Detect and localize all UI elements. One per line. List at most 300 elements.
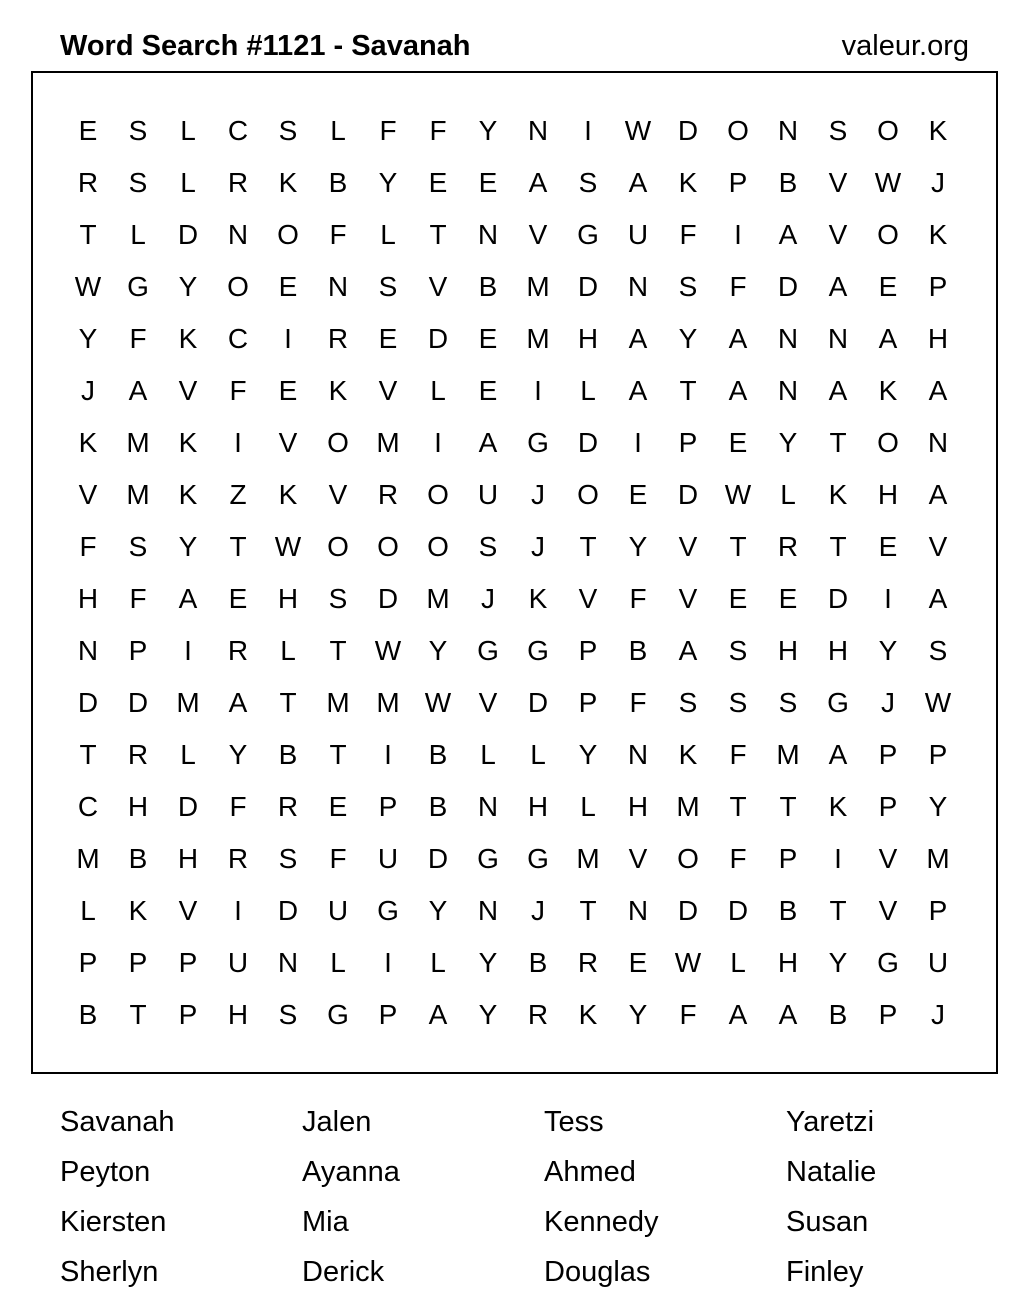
grid-cell[interactable]: R	[227, 167, 249, 198]
grid-cell[interactable]: L	[730, 947, 746, 978]
grid-cell[interactable]: T	[829, 531, 847, 562]
grid-cell[interactable]: S	[828, 115, 848, 146]
grid-cell[interactable]: H	[827, 635, 849, 666]
grid-cell[interactable]: N	[627, 895, 649, 926]
grid-cell[interactable]: D	[177, 219, 199, 250]
grid-cell[interactable]: S	[678, 687, 698, 718]
grid-cell[interactable]: A	[828, 271, 848, 302]
grid-cell[interactable]: A	[778, 219, 798, 250]
grid-cell[interactable]: S	[778, 687, 798, 718]
grid-cell[interactable]: O	[877, 427, 899, 458]
grid-cell[interactable]: K	[928, 219, 948, 250]
grid-cell[interactable]: K	[678, 167, 698, 198]
grid-cell[interactable]: B	[128, 843, 148, 874]
grid-cell[interactable]: U	[227, 947, 249, 978]
grid-cell[interactable]: F	[629, 687, 647, 718]
grid-cell[interactable]: A	[628, 167, 648, 198]
grid-cell[interactable]: Y	[778, 427, 798, 458]
grid-cell[interactable]: A	[878, 323, 898, 354]
grid-cell[interactable]: R	[577, 947, 599, 978]
grid-cell[interactable]: G	[477, 635, 499, 666]
grid-cell[interactable]: V	[378, 375, 398, 406]
grid-cell[interactable]: T	[329, 635, 347, 666]
grid-cell[interactable]: M	[576, 843, 600, 874]
grid-cell[interactable]: K	[528, 583, 548, 614]
grid-cell[interactable]: D	[427, 323, 449, 354]
grid-cell[interactable]: J	[931, 999, 945, 1030]
grid-cell[interactable]: F	[329, 843, 347, 874]
grid-cell[interactable]: O	[877, 115, 899, 146]
grid-cell[interactable]: H	[777, 635, 799, 666]
grid-cell[interactable]: E	[628, 479, 648, 510]
grid-cell[interactable]: O	[577, 479, 599, 510]
grid-cell[interactable]: V	[678, 531, 698, 562]
grid-cell[interactable]: F	[679, 219, 697, 250]
grid-cell[interactable]: P	[128, 635, 148, 666]
grid-cell[interactable]: E	[628, 947, 648, 978]
grid-cell[interactable]: F	[79, 531, 97, 562]
grid-cell[interactable]: R	[277, 791, 299, 822]
grid-cell[interactable]: N	[477, 895, 499, 926]
grid-cell[interactable]: D	[677, 479, 699, 510]
grid-cell[interactable]: K	[178, 323, 198, 354]
grid-cell[interactable]: T	[429, 219, 447, 250]
grid-cell[interactable]: N	[477, 791, 499, 822]
grid-cell[interactable]: F	[329, 219, 347, 250]
grid-cell[interactable]: T	[79, 739, 97, 770]
grid-cell[interactable]: I	[384, 739, 392, 770]
grid-cell[interactable]: M	[126, 427, 150, 458]
grid-cell[interactable]: G	[827, 687, 849, 718]
grid-cell[interactable]: B	[778, 895, 798, 926]
grid-cell[interactable]: A	[628, 323, 648, 354]
grid-cell[interactable]: A	[528, 167, 548, 198]
grid-cell[interactable]: R	[377, 479, 399, 510]
grid-cell[interactable]: V	[928, 531, 948, 562]
grid-cell[interactable]: V	[428, 271, 448, 302]
grid-cell[interactable]: P	[128, 947, 148, 978]
grid-cell[interactable]: L	[330, 947, 346, 978]
grid-cell[interactable]: D	[677, 895, 699, 926]
grid-cell[interactable]: G	[477, 843, 499, 874]
grid-cell[interactable]: Y	[628, 999, 648, 1030]
grid-cell[interactable]: T	[79, 219, 97, 250]
grid-cell[interactable]: M	[376, 427, 400, 458]
grid-cell[interactable]: I	[284, 323, 292, 354]
grid-cell[interactable]: E	[478, 323, 498, 354]
grid-cell[interactable]: G	[527, 843, 549, 874]
grid-cell[interactable]: D	[77, 687, 99, 718]
grid-cell[interactable]: P	[578, 635, 598, 666]
grid-cell[interactable]: K	[278, 479, 298, 510]
grid-cell[interactable]: L	[430, 947, 446, 978]
grid-cell[interactable]: V	[278, 427, 298, 458]
grid-cell[interactable]: A	[178, 583, 198, 614]
grid-cell[interactable]: C	[227, 323, 249, 354]
grid-cell[interactable]: A	[828, 375, 848, 406]
grid-cell[interactable]: N	[277, 947, 299, 978]
grid-cell[interactable]: V	[628, 843, 648, 874]
grid-cell[interactable]: Y	[228, 739, 248, 770]
grid-cell[interactable]: P	[928, 739, 948, 770]
grid-cell[interactable]: G	[377, 895, 399, 926]
grid-cell[interactable]: E	[478, 375, 498, 406]
grid-cell[interactable]: E	[878, 531, 898, 562]
grid-cell[interactable]: S	[678, 271, 698, 302]
grid-cell[interactable]: G	[577, 219, 599, 250]
grid-cell[interactable]: S	[578, 167, 598, 198]
grid-cell[interactable]: P	[178, 947, 198, 978]
grid-cell[interactable]: E	[228, 583, 248, 614]
grid-cell[interactable]: D	[727, 895, 749, 926]
grid-cell[interactable]: G	[327, 999, 349, 1030]
grid-cell[interactable]: N	[327, 271, 349, 302]
grid-cell[interactable]: V	[178, 375, 198, 406]
grid-cell[interactable]: N	[627, 739, 649, 770]
grid-cell[interactable]: A	[728, 323, 748, 354]
grid-cell[interactable]: A	[728, 375, 748, 406]
grid-cell[interactable]: P	[178, 999, 198, 1030]
grid-cell[interactable]: F	[129, 323, 147, 354]
grid-cell[interactable]: O	[877, 219, 899, 250]
grid-cell[interactable]: W	[374, 635, 402, 666]
grid-cell[interactable]: I	[434, 427, 442, 458]
grid-cell[interactable]: I	[834, 843, 842, 874]
grid-cell[interactable]: F	[129, 583, 147, 614]
grid-cell[interactable]: S	[378, 271, 398, 302]
grid-cell[interactable]: L	[530, 739, 546, 770]
grid-cell[interactable]: W	[724, 479, 752, 510]
grid-cell[interactable]: I	[234, 427, 242, 458]
grid-cell[interactable]: U	[477, 479, 499, 510]
grid-cell[interactable]: A	[228, 687, 248, 718]
grid-cell[interactable]: K	[328, 375, 348, 406]
grid-cell[interactable]: N	[777, 375, 799, 406]
grid-cell[interactable]: D	[527, 687, 549, 718]
grid-cell[interactable]: R	[227, 843, 249, 874]
grid-cell[interactable]: M	[526, 323, 550, 354]
grid-cell[interactable]: Z	[229, 479, 247, 510]
grid-cell[interactable]: M	[776, 739, 800, 770]
grid-cell[interactable]: J	[81, 375, 95, 406]
grid-cell[interactable]: R	[127, 739, 149, 770]
grid-cell[interactable]: A	[828, 739, 848, 770]
grid-cell[interactable]: J	[481, 583, 495, 614]
grid-cell[interactable]: P	[378, 791, 398, 822]
grid-cell[interactable]: E	[328, 791, 348, 822]
grid-cell[interactable]: L	[780, 479, 796, 510]
grid-cell[interactable]: E	[78, 115, 98, 146]
grid-cell[interactable]: L	[330, 115, 346, 146]
grid-cell[interactable]: Y	[878, 635, 898, 666]
grid-cell[interactable]: K	[78, 427, 98, 458]
grid-cell[interactable]: S	[928, 635, 948, 666]
grid-cell[interactable]: A	[928, 479, 948, 510]
grid-cell[interactable]: K	[128, 895, 148, 926]
grid-cell[interactable]: A	[928, 375, 948, 406]
grid-cell[interactable]: A	[778, 999, 798, 1030]
grid-cell[interactable]: P	[878, 739, 898, 770]
grid-cell[interactable]: F	[229, 375, 247, 406]
grid-cell[interactable]: V	[178, 895, 198, 926]
grid-cell[interactable]: B	[828, 999, 848, 1030]
grid-cell[interactable]: H	[127, 791, 149, 822]
grid-cell[interactable]: H	[877, 479, 899, 510]
grid-cell[interactable]: T	[779, 791, 797, 822]
grid-cell[interactable]: O	[327, 427, 349, 458]
grid-cell[interactable]: Y	[828, 947, 848, 978]
grid-cell[interactable]: J	[531, 479, 545, 510]
grid-cell[interactable]: H	[227, 999, 249, 1030]
grid-cell[interactable]: R	[227, 635, 249, 666]
grid-cell[interactable]: E	[378, 323, 398, 354]
grid-cell[interactable]: W	[74, 271, 102, 302]
grid-cell[interactable]: Y	[178, 271, 198, 302]
grid-cell[interactable]: S	[728, 635, 748, 666]
grid-cell[interactable]: O	[277, 219, 299, 250]
grid-cell[interactable]: K	[178, 427, 198, 458]
grid-cell[interactable]: B	[778, 167, 798, 198]
grid-cell[interactable]: V	[528, 219, 548, 250]
grid-cell[interactable]: G	[877, 947, 899, 978]
grid-cell[interactable]: T	[579, 895, 597, 926]
grid-cell[interactable]: N	[927, 427, 949, 458]
grid-cell[interactable]: H	[77, 583, 99, 614]
grid-cell[interactable]: W	[274, 531, 302, 562]
grid-cell[interactable]: P	[778, 843, 798, 874]
grid-cell[interactable]: Y	[78, 323, 98, 354]
grid-cell[interactable]: M	[126, 479, 150, 510]
grid-cell[interactable]: D	[427, 843, 449, 874]
grid-cell[interactable]: D	[177, 791, 199, 822]
grid-cell[interactable]: V	[828, 219, 848, 250]
grid-cell[interactable]: M	[926, 843, 950, 874]
grid-cell[interactable]: I	[884, 583, 892, 614]
grid-cell[interactable]: S	[128, 115, 148, 146]
grid-cell[interactable]: M	[176, 687, 200, 718]
grid-cell[interactable]: N	[777, 323, 799, 354]
grid-cell[interactable]: V	[878, 895, 898, 926]
grid-cell[interactable]: G	[127, 271, 149, 302]
grid-cell[interactable]: K	[678, 739, 698, 770]
grid-cell[interactable]: Y	[478, 115, 498, 146]
grid-cell[interactable]: W	[874, 167, 902, 198]
grid-cell[interactable]: Y	[628, 531, 648, 562]
grid-cell[interactable]: W	[424, 687, 452, 718]
grid-cell[interactable]: J	[881, 687, 895, 718]
grid-cell[interactable]: K	[878, 375, 898, 406]
grid-cell[interactable]: Y	[428, 635, 448, 666]
grid-cell[interactable]: B	[628, 635, 648, 666]
grid-cell[interactable]: V	[678, 583, 698, 614]
grid-cell[interactable]: V	[328, 479, 348, 510]
grid-cell[interactable]: N	[827, 323, 849, 354]
grid-cell[interactable]: S	[128, 167, 148, 198]
grid-cell[interactable]: T	[729, 791, 747, 822]
grid-cell[interactable]: E	[878, 271, 898, 302]
grid-cell[interactable]: R	[327, 323, 349, 354]
grid-cell[interactable]: Y	[428, 895, 448, 926]
grid-cell[interactable]: J	[531, 531, 545, 562]
grid-cell[interactable]: L	[480, 739, 496, 770]
grid-cell[interactable]: H	[277, 583, 299, 614]
grid-cell[interactable]: O	[427, 531, 449, 562]
grid-cell[interactable]: S	[278, 843, 298, 874]
grid-cell[interactable]: A	[478, 427, 498, 458]
grid-cell[interactable]: I	[234, 895, 242, 926]
grid-cell[interactable]: S	[478, 531, 498, 562]
grid-cell[interactable]: B	[328, 167, 348, 198]
grid-cell[interactable]: N	[77, 635, 99, 666]
grid-cell[interactable]: S	[278, 115, 298, 146]
grid-cell[interactable]: W	[924, 687, 952, 718]
grid-cell[interactable]: O	[377, 531, 399, 562]
grid-cell[interactable]: A	[728, 999, 748, 1030]
grid-cell[interactable]: H	[927, 323, 949, 354]
grid-cell[interactable]: T	[229, 531, 247, 562]
grid-cell[interactable]: T	[579, 531, 597, 562]
grid-cell[interactable]: H	[777, 947, 799, 978]
grid-cell[interactable]: M	[526, 271, 550, 302]
grid-cell[interactable]: V	[828, 167, 848, 198]
grid-cell[interactable]: D	[777, 271, 799, 302]
grid-cell[interactable]: S	[328, 583, 348, 614]
grid-cell[interactable]: Y	[478, 999, 498, 1030]
grid-cell[interactable]: T	[829, 427, 847, 458]
grid-cell[interactable]: Y	[478, 947, 498, 978]
grid-cell[interactable]: T	[729, 531, 747, 562]
grid-cell[interactable]: L	[180, 739, 196, 770]
grid-cell[interactable]: F	[629, 583, 647, 614]
grid-cell[interactable]: O	[727, 115, 749, 146]
grid-cell[interactable]: P	[878, 791, 898, 822]
grid-cell[interactable]: S	[128, 531, 148, 562]
grid-cell[interactable]: P	[678, 427, 698, 458]
grid-cell[interactable]: H	[177, 843, 199, 874]
grid-cell[interactable]: C	[77, 791, 99, 822]
grid-cell[interactable]: P	[878, 999, 898, 1030]
grid-cell[interactable]: G	[527, 635, 549, 666]
grid-cell[interactable]: M	[376, 687, 400, 718]
grid-cell[interactable]: F	[729, 739, 747, 770]
grid-cell[interactable]: O	[327, 531, 349, 562]
grid-cell[interactable]: U	[327, 895, 349, 926]
grid-cell[interactable]: L	[580, 791, 596, 822]
grid-cell[interactable]: B	[428, 739, 448, 770]
grid-cell[interactable]: L	[180, 115, 196, 146]
grid-cell[interactable]: E	[428, 167, 448, 198]
grid-cell[interactable]: D	[677, 115, 699, 146]
grid-cell[interactable]: N	[527, 115, 549, 146]
grid-cell[interactable]: P	[928, 271, 948, 302]
grid-cell[interactable]: G	[527, 427, 549, 458]
grid-cell[interactable]: F	[679, 999, 697, 1030]
grid-cell[interactable]: B	[278, 739, 298, 770]
grid-cell[interactable]: N	[627, 271, 649, 302]
grid-cell[interactable]: Y	[928, 791, 948, 822]
grid-cell[interactable]: V	[478, 687, 498, 718]
grid-cell[interactable]: B	[528, 947, 548, 978]
grid-cell[interactable]: Y	[378, 167, 398, 198]
grid-cell[interactable]: L	[430, 375, 446, 406]
grid-cell[interactable]: D	[277, 895, 299, 926]
grid-cell[interactable]: O	[677, 843, 699, 874]
grid-cell[interactable]: V	[578, 583, 598, 614]
grid-cell[interactable]: P	[728, 167, 748, 198]
grid-cell[interactable]: O	[427, 479, 449, 510]
grid-cell[interactable]: A	[928, 583, 948, 614]
grid-cell[interactable]: K	[828, 479, 848, 510]
grid-cell[interactable]: R	[527, 999, 549, 1030]
grid-cell[interactable]: P	[578, 687, 598, 718]
grid-cell[interactable]: Y	[578, 739, 598, 770]
grid-cell[interactable]: E	[278, 375, 298, 406]
grid-cell[interactable]: K	[178, 479, 198, 510]
grid-cell[interactable]: A	[678, 635, 698, 666]
grid-cell[interactable]: T	[829, 895, 847, 926]
grid-cell[interactable]: P	[378, 999, 398, 1030]
grid-cell[interactable]: E	[728, 583, 748, 614]
grid-cell[interactable]: D	[577, 427, 599, 458]
grid-cell[interactable]: R	[777, 531, 799, 562]
grid-cell[interactable]: O	[227, 271, 249, 302]
grid-cell[interactable]: F	[729, 843, 747, 874]
grid-cell[interactable]: D	[377, 583, 399, 614]
grid-cell[interactable]: S	[278, 999, 298, 1030]
grid-cell[interactable]: M	[326, 687, 350, 718]
grid-cell[interactable]: D	[127, 687, 149, 718]
grid-cell[interactable]: F	[379, 115, 397, 146]
grid-cell[interactable]: V	[78, 479, 98, 510]
grid-cell[interactable]: U	[377, 843, 399, 874]
grid-cell[interactable]: A	[628, 375, 648, 406]
grid-cell[interactable]: E	[478, 167, 498, 198]
grid-cell[interactable]: F	[729, 271, 747, 302]
grid-cell[interactable]: M	[426, 583, 450, 614]
grid-cell[interactable]: B	[428, 791, 448, 822]
grid-cell[interactable]: K	[928, 115, 948, 146]
grid-cell[interactable]: K	[828, 791, 848, 822]
grid-cell[interactable]: I	[734, 219, 742, 250]
grid-cell[interactable]: L	[280, 635, 296, 666]
grid-cell[interactable]: I	[534, 375, 542, 406]
grid-cell[interactable]: C	[227, 115, 249, 146]
grid-cell[interactable]: T	[129, 999, 147, 1030]
grid-cell[interactable]: F	[429, 115, 447, 146]
grid-cell[interactable]: U	[627, 219, 649, 250]
grid-cell[interactable]: H	[527, 791, 549, 822]
grid-cell[interactable]: J	[931, 167, 945, 198]
grid-cell[interactable]: M	[76, 843, 100, 874]
grid-cell[interactable]: H	[627, 791, 649, 822]
grid-cell[interactable]: K	[278, 167, 298, 198]
grid-cell[interactable]: I	[634, 427, 642, 458]
grid-cell[interactable]: R	[77, 167, 99, 198]
grid-cell[interactable]: U	[927, 947, 949, 978]
grid-cell[interactable]: I	[584, 115, 592, 146]
grid-cell[interactable]: J	[531, 895, 545, 926]
grid-cell[interactable]: W	[624, 115, 652, 146]
grid-cell[interactable]: D	[577, 271, 599, 302]
grid-cell[interactable]: W	[674, 947, 702, 978]
grid-cell[interactable]: D	[827, 583, 849, 614]
grid-cell[interactable]: I	[184, 635, 192, 666]
grid-cell[interactable]: L	[180, 167, 196, 198]
grid-cell[interactable]: B	[78, 999, 98, 1030]
grid-cell[interactable]: F	[229, 791, 247, 822]
grid-cell[interactable]: H	[577, 323, 599, 354]
grid-cell[interactable]: L	[580, 375, 596, 406]
